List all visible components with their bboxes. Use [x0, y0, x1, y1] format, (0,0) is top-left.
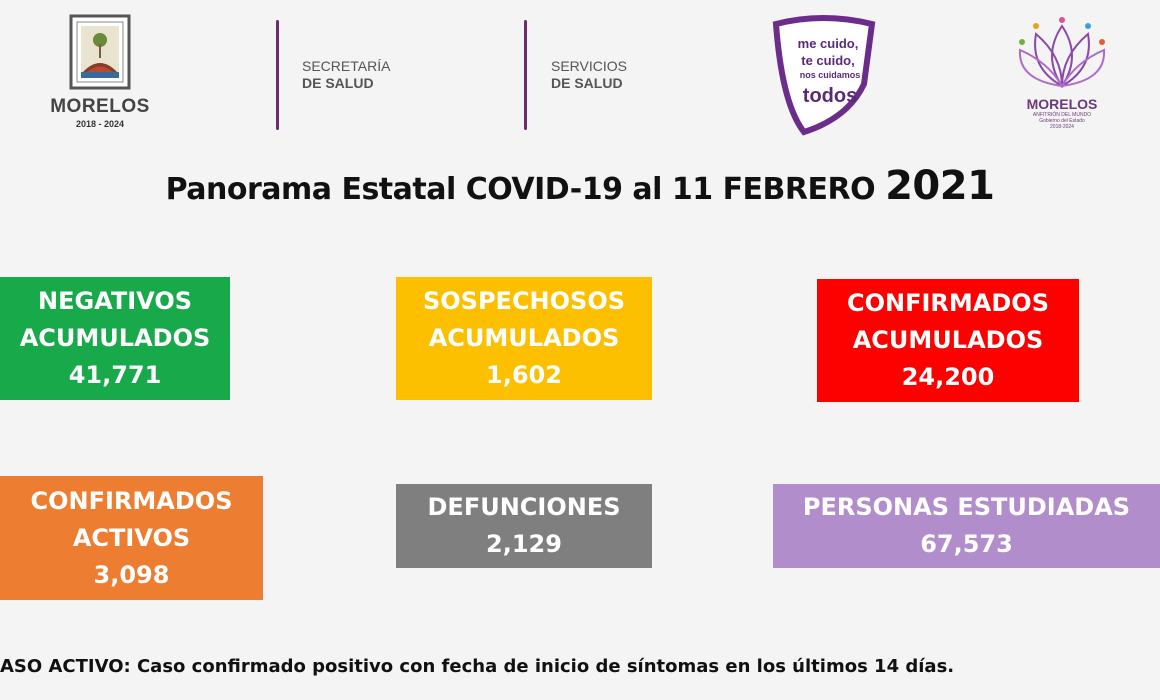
dept1-line2: DE SALUD: [302, 75, 374, 91]
negativos-acumulados-card: [0, 277, 230, 400]
card-label: CONFIRMADOS: [30, 486, 233, 515]
title-year: 2021: [885, 163, 995, 209]
secretaria-de-salud-label: [302, 58, 390, 92]
dept2-line2: DE SALUD: [551, 75, 623, 91]
card-value: 2,129: [486, 530, 562, 558]
state-years: 2018 - 2024: [75, 119, 125, 129]
slogan-logo: [768, 14, 878, 136]
header-divider: [276, 20, 279, 130]
lotus-icon: [1012, 16, 1112, 92]
personas-estudiadas-card: [773, 484, 1160, 568]
state-name: MORELOS: [50, 96, 150, 117]
page-title: [0, 163, 1160, 209]
card-label: DEFUNCIONES: [427, 493, 621, 521]
card-label: CONFIRMADOS: [847, 289, 1049, 317]
gob-sub1: Gobierno del Estado: [1039, 118, 1085, 124]
slogan-line1: me cuido,: [797, 36, 859, 51]
card-label: ACUMULADOS: [19, 324, 211, 352]
dept1-line1: SECRETARÍA: [302, 58, 391, 74]
gob-name: MORELOS: [1026, 96, 1098, 112]
gob-tagline: ANFITRIÓN DEL MUNDO: [1032, 112, 1092, 118]
header-divider: [524, 20, 527, 130]
card-value: 41,771: [68, 361, 162, 389]
card-label: NEGATIVOS: [37, 287, 193, 315]
card-value: 24,200: [901, 363, 995, 391]
servicios-de-salud-label: [551, 58, 627, 92]
defunciones-card: [396, 484, 652, 568]
slogan-line4: todos: [802, 85, 858, 107]
card-label: SOSPECHOSOS: [422, 287, 626, 315]
card-label: PERSONAS ESTUDIADAS: [802, 493, 1131, 521]
shield-slogan-icon: [768, 14, 878, 136]
sospechosos-acumulados-card: [396, 277, 652, 400]
coat-of-arms-icon: [69, 14, 131, 90]
title-text: Panorama Estatal COVID-19 al 11 FEBRERO: [165, 172, 876, 207]
slogan-line3: nos cuidamos: [799, 70, 861, 80]
card-label: ACUMULADOS: [428, 324, 620, 352]
morelos-state-logo: [40, 14, 160, 136]
card-label: ACTIVOS: [72, 523, 191, 552]
card-value: 67,573: [920, 530, 1013, 558]
confirmados-activos-card: [0, 476, 263, 600]
card-value: 3,098: [93, 560, 170, 589]
card-value: 1,602: [486, 361, 562, 389]
gob-sub2: 2018-2024: [1050, 124, 1074, 130]
confirmados-acumulados-card: [817, 279, 1079, 402]
dept2-line1: SERVICIOS: [551, 58, 627, 74]
slogan-line2: te cuido,: [801, 53, 855, 68]
footnote: ASO ACTIVO: Caso confirmado positivo con fecha de inicio de síntomas en los últimos 14 días.: [0, 656, 955, 677]
card-label: ACUMULADOS: [852, 326, 1044, 354]
gobierno-morelos-logo: [1012, 16, 1112, 138]
